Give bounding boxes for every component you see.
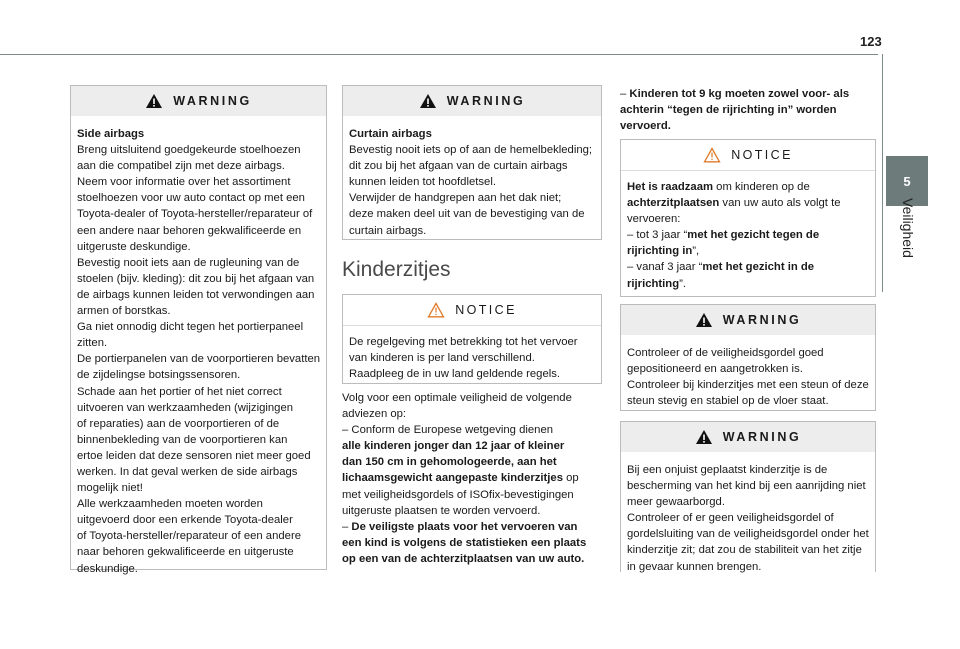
text-line bbox=[77, 432, 320, 448]
seatbelt-warning bbox=[620, 304, 876, 411]
warning-header bbox=[343, 86, 601, 116]
text-line bbox=[77, 319, 320, 335]
text-line bbox=[342, 470, 600, 486]
text-line bbox=[349, 174, 595, 190]
text: mogelijk niet! bbox=[77, 482, 143, 495]
warning-header bbox=[621, 305, 875, 335]
text-line bbox=[627, 393, 869, 409]
text-line bbox=[627, 494, 869, 510]
text: op bbox=[563, 472, 579, 485]
text-line bbox=[77, 206, 320, 222]
text: ”, bbox=[692, 245, 700, 258]
text-line bbox=[342, 438, 600, 454]
text-line bbox=[77, 384, 320, 400]
text: van uw auto als volgt te bbox=[719, 197, 841, 210]
text-line bbox=[627, 478, 869, 494]
text: of reparaties) aan de voorportieren of de bbox=[77, 417, 280, 430]
side-airbags-warning bbox=[70, 85, 327, 575]
bold-text: Kinderen tot 9 kg moeten zowel voor- als bbox=[629, 88, 850, 100]
warning-triangle-icon bbox=[695, 312, 713, 328]
text: kunnen leiden tot hoofdletsel. bbox=[349, 176, 496, 189]
text: uitgevoerd door een erkende Toyota-dealer bbox=[77, 514, 293, 527]
text-line bbox=[77, 496, 320, 512]
text: of Toyota-hersteller/reparateur of een andere bbox=[77, 530, 301, 543]
warning-body bbox=[621, 452, 875, 585]
text: armen of borstkas. bbox=[77, 305, 171, 318]
text-line bbox=[77, 255, 320, 271]
text-line bbox=[77, 544, 320, 560]
text-line bbox=[627, 559, 869, 575]
bold-text: vervoerd. bbox=[620, 120, 671, 133]
text: steun stevig en stabiel op de vloer staat. bbox=[627, 395, 829, 408]
text-line bbox=[77, 561, 320, 577]
warning-body bbox=[621, 335, 875, 419]
header-rule bbox=[0, 54, 878, 55]
warning-triangle-icon bbox=[145, 93, 163, 109]
text-line bbox=[77, 126, 320, 142]
bold-text: achterzitplaatsen bbox=[627, 197, 720, 210]
text: uitgeruste deskundige. bbox=[77, 240, 191, 253]
text: gepositioneerd en aangetrokken is. bbox=[627, 363, 803, 376]
infant-paragraph bbox=[620, 86, 876, 134]
text-line bbox=[627, 462, 869, 478]
text-line bbox=[349, 142, 595, 158]
bold-text: dan 150 cm in gehomologeerde, aan het bbox=[342, 456, 557, 469]
text-line bbox=[77, 174, 320, 190]
seating-advice-notice bbox=[620, 139, 876, 297]
warning-triangle-icon bbox=[695, 429, 713, 445]
text-line bbox=[627, 276, 869, 292]
text: curtain airbags. bbox=[349, 224, 427, 237]
text: kinderzitje zit; dat zou de stabiliteit van het zitje bbox=[627, 544, 862, 557]
text-line bbox=[349, 366, 595, 382]
text-line bbox=[620, 86, 876, 102]
text-line bbox=[77, 351, 320, 367]
text-line bbox=[627, 526, 869, 542]
text-line bbox=[77, 271, 320, 287]
bold-text: met het gezicht in de bbox=[702, 261, 815, 274]
text-line bbox=[349, 206, 595, 222]
bold-text: alle kinderen jonger dan 12 jaar of kleiner bbox=[342, 440, 565, 453]
bold-text: op een van de achterzitplaatsen van uw auto. bbox=[342, 552, 585, 565]
notice-title: NOTICE bbox=[455, 302, 517, 317]
text: – bbox=[620, 88, 630, 100]
text: – bbox=[342, 520, 352, 533]
text: Alle werkzaamheden moeten worden bbox=[77, 498, 263, 511]
text: Verwijder de handgrepen aan het dak niet; bbox=[349, 192, 562, 205]
text: uitvoeren van werkzaamheden (wijzigingen bbox=[77, 401, 294, 414]
text: Controleer of er geen veiligheidsgordel of bbox=[627, 512, 834, 525]
chapter-tab[interactable]: 5 bbox=[886, 156, 928, 206]
text: Bij een onjuist geplaatst kinderzitje is de bbox=[627, 464, 828, 476]
text: de airbags kunnen leiden tot verwondingen aan bbox=[77, 288, 315, 301]
text-line bbox=[349, 190, 595, 206]
text-line bbox=[342, 406, 600, 422]
text-line bbox=[77, 303, 320, 319]
notice-triangle-icon bbox=[427, 302, 445, 318]
text-line bbox=[342, 519, 600, 535]
text: stoelhoezen voor uw auto contact op met een bbox=[77, 192, 305, 205]
text: in gevaar kunnen brengen. bbox=[627, 560, 762, 573]
text-line bbox=[349, 350, 595, 366]
notice-body bbox=[621, 171, 875, 302]
text: stoelen (bijv. kleding): dit zou bij het afgaan van bbox=[77, 272, 315, 285]
warning-body bbox=[71, 116, 326, 587]
text: dit zou bij het afgaan van de curtain airbags bbox=[349, 160, 568, 173]
text: Breng uitsluitend goedgekeurde stoelhoezen bbox=[77, 144, 301, 157]
text: zitten. bbox=[77, 337, 108, 350]
side-rule bbox=[882, 54, 883, 292]
text-line bbox=[627, 211, 869, 227]
text-line bbox=[627, 542, 869, 558]
bold-text: rijrichting bbox=[627, 277, 680, 290]
text: werken. In dat geval werken de side airbags bbox=[77, 465, 298, 478]
warning-header bbox=[621, 422, 875, 452]
warning-title: WARNING bbox=[722, 429, 802, 444]
text-line bbox=[77, 190, 320, 206]
notice-title: NOTICE bbox=[731, 147, 793, 162]
notice-triangle-icon bbox=[703, 147, 721, 163]
bold-text: lichaamsgewicht aangepaste kinderzitjes bbox=[342, 472, 564, 485]
text: – Conform de Europese wetgeving dienen bbox=[342, 424, 554, 437]
bold-text: Side airbags bbox=[77, 128, 145, 140]
text: met veiligheidsgordels of ISOfix-bevestigingen bbox=[342, 488, 574, 501]
warning-header bbox=[71, 86, 326, 116]
text-line bbox=[342, 422, 600, 438]
text-line bbox=[77, 448, 320, 464]
text: Volg voor een optimale veiligheid de volgende bbox=[342, 392, 572, 404]
text-line bbox=[627, 243, 869, 259]
text: Raadpleeg de in uw land geldende regels. bbox=[349, 368, 561, 381]
text-line bbox=[349, 334, 595, 350]
text-line bbox=[620, 118, 876, 134]
text-line bbox=[77, 335, 320, 351]
text: Bevestig nooit iets op of aan de hemelbekleding; bbox=[349, 144, 593, 157]
advice-paragraph bbox=[342, 390, 600, 567]
text-line bbox=[627, 361, 869, 377]
text-line bbox=[627, 259, 869, 275]
notice-body bbox=[343, 326, 601, 392]
text: meer gewaarborgd. bbox=[627, 496, 725, 509]
text-line bbox=[77, 416, 320, 432]
text-line bbox=[627, 195, 869, 211]
text: gordelsluiting van de veiligheidsgordel onder het bbox=[627, 528, 869, 541]
text-line bbox=[342, 503, 600, 519]
warning-title: WARNING bbox=[173, 93, 252, 108]
text-line bbox=[349, 158, 595, 174]
text: – tot 3 jaar “ bbox=[627, 229, 688, 242]
text: deskundige. bbox=[77, 562, 138, 575]
text-line bbox=[342, 535, 600, 551]
text-line bbox=[349, 126, 595, 142]
text: naar behoren gekwalificeerde en uitgeruste bbox=[77, 546, 294, 559]
text: deze maken deel uit van de bevestiging van de bbox=[349, 208, 585, 221]
text: om kinderen op de bbox=[713, 181, 810, 193]
text-line bbox=[342, 454, 600, 470]
text: Ga niet onnodig dicht tegen het portierpaneel bbox=[77, 321, 304, 334]
text-line bbox=[342, 390, 600, 406]
notice-header bbox=[343, 295, 601, 326]
text-line bbox=[627, 345, 869, 361]
notice-header bbox=[621, 140, 875, 171]
text: binnenbekleding van de voorportieren kan bbox=[77, 433, 288, 446]
bold-text: achterin “tegen de rijrichting in” worden bbox=[620, 104, 837, 117]
warning-title: WARNING bbox=[722, 312, 802, 327]
text-line bbox=[77, 480, 320, 496]
warning-title: WARNING bbox=[446, 93, 526, 108]
bold-text: met het gezicht tegen de bbox=[687, 229, 820, 242]
bold-text: Curtain airbags bbox=[349, 128, 432, 140]
text-line bbox=[342, 487, 600, 503]
text-line bbox=[77, 223, 320, 239]
text: Toyota-dealer of Toyota-hersteller/reparateur of bbox=[77, 208, 313, 221]
text: Bevestig nooit iets aan de rugleuning van de bbox=[77, 256, 300, 269]
text-line bbox=[627, 510, 869, 526]
page-number: 123 bbox=[860, 34, 882, 49]
text: Controleer of de veiligheidsgordel goed bbox=[627, 347, 824, 359]
text-line bbox=[77, 239, 320, 255]
text: adviezen op: bbox=[342, 408, 407, 421]
section-title: Kinderzitjes bbox=[342, 258, 451, 281]
text-line bbox=[342, 551, 600, 567]
text-line bbox=[77, 464, 320, 480]
text: ”. bbox=[679, 277, 686, 290]
bold-text: De veiligste plaats voor het vervoeren van bbox=[351, 520, 578, 533]
text: De portierpanelen van de voorportieren bevatten bbox=[77, 353, 321, 366]
child-transport-notice bbox=[342, 294, 602, 384]
curtain-airbags-warning bbox=[342, 85, 602, 240]
chapter-title: Veiligheid bbox=[900, 198, 916, 258]
text: een andere naar behoren gekwalificeerde en bbox=[77, 224, 302, 237]
text: de zijdelingse botsingssensoren. bbox=[77, 369, 241, 382]
text-line bbox=[627, 179, 869, 195]
text-line bbox=[77, 512, 320, 528]
bold-text: Het is raadzaam bbox=[627, 181, 714, 193]
text: Neem voor informatie over het assortiment bbox=[77, 176, 291, 189]
text-line bbox=[627, 227, 869, 243]
text-line bbox=[77, 287, 320, 303]
text-line bbox=[77, 400, 320, 416]
text: ertoe leiden dat deze sensoren niet meer goed bbox=[77, 449, 311, 462]
child-seat-warning bbox=[620, 421, 876, 572]
text: Schade aan het portier of het niet correct bbox=[77, 385, 282, 398]
text: bescherming van het kind bij een aanrijding niet bbox=[627, 480, 866, 493]
bold-text: rijrichting in bbox=[627, 245, 693, 258]
text-line bbox=[349, 223, 595, 239]
text-line bbox=[627, 377, 869, 393]
text: uitgeruste plaatsen te worden vervoerd. bbox=[342, 504, 541, 517]
warning-triangle-icon bbox=[419, 93, 437, 109]
text: Controleer bij kinderzitjes met een steun of deze bbox=[627, 379, 869, 392]
text-line bbox=[77, 158, 320, 174]
text: – vanaf 3 jaar “ bbox=[627, 261, 703, 274]
text: vervoeren: bbox=[627, 213, 681, 226]
text-line bbox=[77, 142, 320, 158]
text-line bbox=[77, 367, 320, 383]
text-line bbox=[77, 528, 320, 544]
warning-body bbox=[343, 116, 601, 249]
text-line bbox=[620, 102, 876, 118]
text: van kinderen is per land verschillend. bbox=[349, 352, 535, 365]
bold-text: een kind is volgens de statistieken een plaats bbox=[342, 536, 587, 549]
text: aan die compatibel zijn met deze airbags. bbox=[77, 160, 285, 173]
text: De regelgeving met betrekking tot het vervoer bbox=[349, 336, 578, 348]
